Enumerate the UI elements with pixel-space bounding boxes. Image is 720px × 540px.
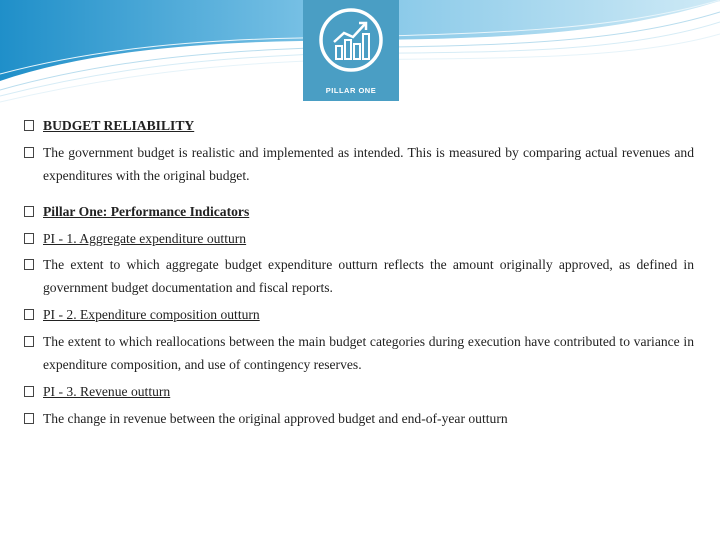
body-text: The government budget is realistic and implemented as intended. This is measured by comparing actual revenues and expenditures with the original budget.: [43, 145, 694, 183]
indicator-title: PI - 3. Revenue outturn: [43, 384, 171, 399]
bullet-box-icon: [24, 386, 34, 397]
indicator-title: PI - 2. Expenditure composition outturn: [43, 307, 260, 322]
bullet-box-icon: [24, 147, 34, 158]
bullet-box-icon: [24, 309, 34, 320]
bullet-box-icon: [24, 206, 34, 217]
bullet-pi-2-title: [22, 303, 694, 326]
slide-content: [22, 114, 694, 430]
pillar-one-logo: [303, 0, 399, 101]
indicator-title: PI - 1. Aggregate expenditure outturn: [43, 231, 247, 246]
body-text: The change in revenue between the original approved budget and end-of-year outturn: [43, 411, 508, 426]
bullet-box-icon: [24, 336, 34, 347]
bullet-box-icon: [24, 259, 34, 270]
bullet-pi-1-title: [22, 227, 694, 250]
bullet-pi-3-description: [22, 407, 694, 430]
bullet-pi-1-description: [22, 253, 694, 299]
heading-text: Pillar One: Performance Indicators: [43, 204, 250, 219]
body-text: The extent to which reallocations between the main budget categories during execution have contributed to variance in expenditure composition, and use of contingency reserves.: [43, 334, 694, 372]
bullet-box-icon: [24, 233, 34, 244]
bar-chart-growth-icon: [315, 4, 387, 76]
bullet-pi-3-title: [22, 380, 694, 403]
bullet-pi-2-description: [22, 330, 694, 376]
logo-label: PILLAR ONE: [325, 86, 377, 95]
bullet-budget-description: [22, 141, 694, 187]
heading-text: BUDGET RELIABILITY: [43, 118, 195, 133]
body-text: The extent to which aggregate budget expenditure outturn reflects the amount originally approved, as defined in government budget documentation and fiscal reports.: [43, 257, 694, 295]
bullet-heading-performance-indicators: [22, 200, 694, 223]
bullet-heading-budget-reliability: [22, 114, 694, 137]
bullet-box-icon: [24, 413, 34, 424]
bullet-box-icon: [24, 120, 34, 131]
